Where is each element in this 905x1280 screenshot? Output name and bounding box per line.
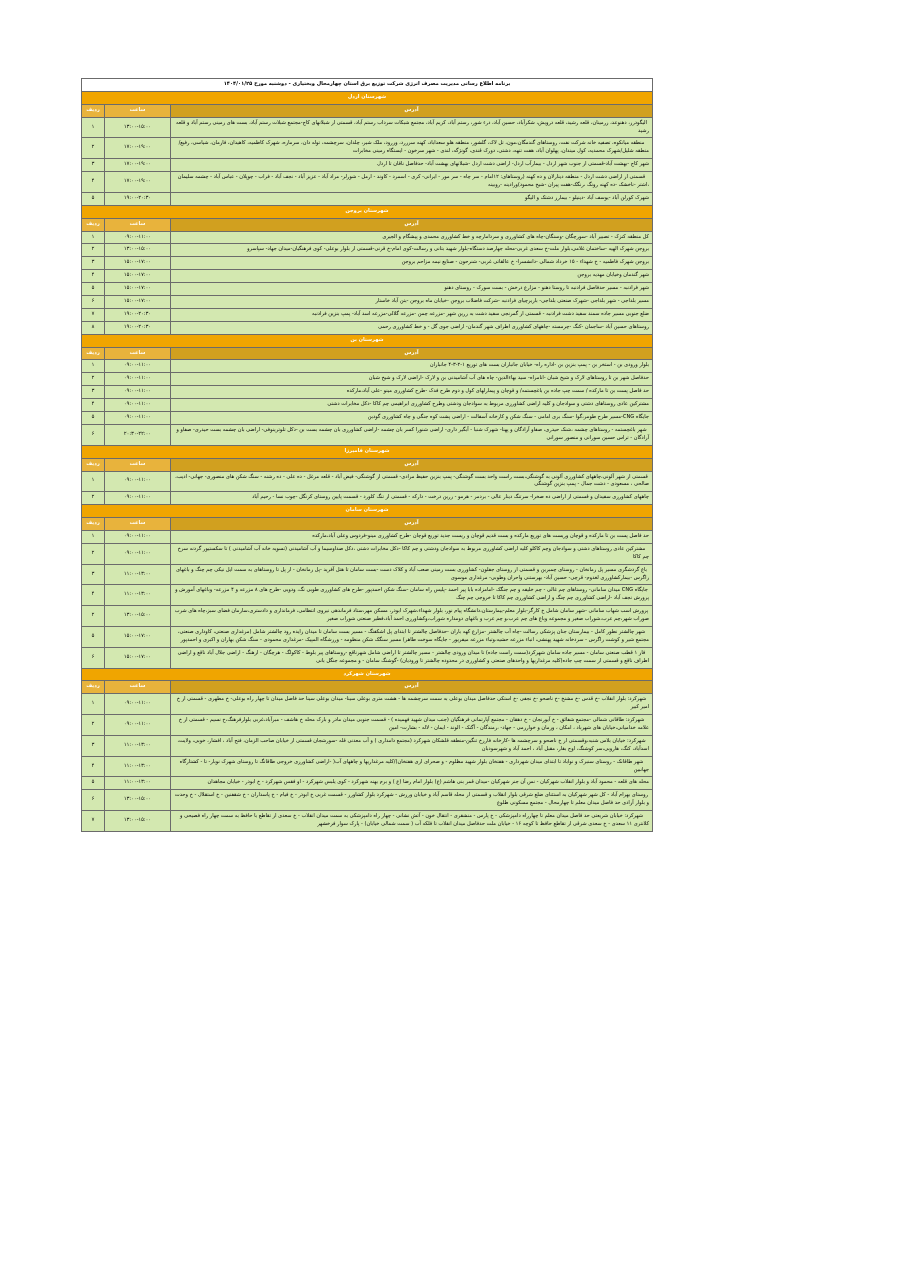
cell-address: پرورش اسب شهاب سامانی -شهر سامان شامل خ کارگر-بلوار معلم-بیمارستان،دانشگاه پیام نور، بلوار شهداء،شهرک ابوذر، مسکن مهر،ستاد فرماندهی نیروی انتظامی، فرمانداری و دادستری،سازمان فضای سبز،چاه های شرب صوراب شهر،چم عرب،شوراب صغیر و مجموعه وباغ های چم عرب،و چم عرب و باغهای دومداره شوراب،وکشاورزی احمد آباد،فطیر صنعتی شوراب صغیر: [171, 606, 653, 627]
cell-time: ۰۹:۰۰-۱۱:۰۰: [105, 471, 171, 492]
table-row: [82, 172, 653, 193]
cell-time: ۱۳:۰۰-۱۵:۰۰: [105, 606, 171, 627]
table-row: [82, 386, 653, 399]
table-body: [82, 79, 653, 92]
table-row: [82, 257, 653, 270]
city-band-row: [82, 445, 653, 458]
cell-row-number: ۶: [82, 424, 105, 445]
cell-row-number: ۲: [82, 606, 105, 627]
cell-time: ۱۹:۰۰-۲۰:۳۰: [105, 321, 171, 334]
cell-time: ۰۹:۰۰-۱۱:۰۰: [105, 715, 171, 736]
column-header-address: آدرس: [171, 104, 653, 117]
table-row: [82, 117, 653, 138]
cell-address: بروجن شهرک فاطمیه - خ شهداء - ۱۵ خرداد شمالی -دانشسرا- خ عالقاتی غربی- شنرحون - صنایع نیمه مزاحم بروجن: [171, 257, 653, 270]
cell-time: ۱۱:۰۰-۱۳:۰۰: [105, 777, 171, 790]
city-band-row: [82, 91, 653, 104]
table-row: [82, 412, 653, 425]
cell-row-number: ۱: [82, 360, 105, 373]
city-name: شهرستان فامیرزا: [82, 445, 653, 458]
table-row: [82, 360, 653, 373]
cell-time: ۱۱:۰۰-۱۳:۰۰: [105, 585, 171, 606]
cell-address: کل منطقه کنزک - تصبیر آباد -سورچگان -وسنگان-چاه های کشاورزی و سردامارچه و خط کشاورزی محمدی و پیشگام و الجیری: [171, 231, 653, 244]
cell-address: الیگودرز، دهنوعد، زرمینان، قلعه رشید، قلعه درویش، شکرآباد، حسین آباد، درء شور، رستم آباد، کریم آباد، مجتمع شبکات سرداب رستم آباد، قسمتی از شبلانهای کاج-مجتمع شبلات رستم آباد، بست های زمینی رستم آباد و قلعه رشید: [171, 117, 653, 138]
table-row: [82, 564, 653, 585]
table-row: [82, 626, 653, 647]
cell-time: ۰۹:۰۰-۱۱:۰۰: [105, 386, 171, 399]
document-title-row: [82, 79, 653, 92]
city-name: شهرستان شهرکرد: [82, 668, 653, 681]
cell-address: شهرکرد: بلوار انقلاب -خ قدس -خ مشنخ -خ ناصحو -خ نجفی -خ استکی حدفاصل میدان بوعلی به سمت سرچشمه ها - هشت متری بوعلی سینا- میدان بوعلی سینا حد فاصل میدان تا چهار راه بوعلی- خ مطهری - قسمتی از خ امیر کبیر: [171, 694, 653, 715]
cell-time: ۱۵:۰۰-۱۷:۰۰: [105, 626, 171, 647]
cell-address: فاز ۱ قطب صنعتی سامان - مسیر جاده سامان شهرکرد(سمت راست جاده) تا میدان ورودی چالشتر - مسیر چالشتر تا اراضی شامل شهرناقع -روستاهای پیر بلوط - کاکولگ - هرچگان - ازهنگ - اراضی جلال آباد ناقع و اراضی اطراف ناقع و قسمتی از سمت چپ جاده(کلیه مرغداریها و واحدهای صنعتی و کشاورزی در محدوده چالشتر تا ورودیان) -گوشنگ سامان - و مجموعه جنگل بانی: [171, 647, 653, 668]
table-row: [82, 811, 653, 832]
cell-time: ۰۹:۰۰-۱۱:۰۰: [105, 399, 171, 412]
table-row: [82, 270, 653, 283]
column-header-row: [82, 104, 653, 117]
cell-row-number: ۴: [82, 756, 105, 777]
table-row: [82, 283, 653, 296]
cell-row-number: ۵: [82, 412, 105, 425]
cell-address: شهرکرد: خیابان بلاس شنبه،وقسمتی از خ ناصحو و سرچشمه ها -کارخانه فارزخ تنگین-منطقه قلشکان شهرکرد (مجتمع دامداری ) و آب معدنی قله -سورشجان قسمتی از خیابان صاحب الزمان، فتح آباد ، افشار، خوبی، ولایت، اسدآباد، کنگ، هاروبی،سر کوشنگ، اوج بقار، مقبل آباد ، احمد آباد و شهرسودبان: [171, 735, 653, 756]
column-header-row: [82, 218, 653, 231]
table-row: [82, 647, 653, 668]
cell-address: باغ گردشگری مسیر پل زمانخان - روستای چمبرین و قسمتی از روستای جفلون- کشاورزی بست زمینی صعب آباد و کلاک دست -بست سامان تا هتل آفرید -پل زمانخان - از پل تا روستاهای به سمت ایل نیکی چم چنگ و باغهای زاگرس -بیمارکشاورزی لغدوم- قرچی- حسین آباد- بهرستنی واحران وطوبی- مرغداری موسوی: [171, 564, 653, 585]
cell-time: ۱۳:۰۰-۱۵:۰۰: [105, 244, 171, 257]
cell-time: ۰۹:۰۰-۱۱:۰۰: [105, 412, 171, 425]
cell-row-number: ۴: [82, 585, 105, 606]
city-name: شهرستان اردل: [82, 91, 653, 104]
cell-time: ۱۳:۰۰-۱۵:۰۰: [105, 811, 171, 832]
sections-body: [82, 91, 653, 831]
cell-time: ۱۱:۰۰-۱۳:۰۰: [105, 756, 171, 777]
cell-address: جایگاه CNG-مسیر طرح طومر،گوا -سنگ بری امامی - سنگ شکن و کارخانه آسفالت - اراضی پشت کوه جنگی و چاه کشاورزی گودبن: [171, 412, 653, 425]
table-row: [82, 424, 653, 445]
cell-row-number: ۳: [82, 257, 105, 270]
cell-row-number: ۵: [82, 777, 105, 790]
cell-row-number: ۴: [82, 399, 105, 412]
column-header-time: ساعت: [105, 104, 171, 117]
cell-time: ۰۹:۰۰-۱۱:۰۰: [105, 694, 171, 715]
cell-time: ۰۹:۰۰-۱۱:۰۰: [105, 231, 171, 244]
cell-time: ۱۱:۰۰-۱۳:۰۰: [105, 735, 171, 756]
cell-address: روستاهای حسین آباد -ساجمان -کنگ -چرمسته -چاههای کشاورزی اطراف شهر گندمان- اراضی جوی گل - و خط کشاورزی رحمی: [171, 321, 653, 334]
column-header-address: آدرس: [171, 681, 653, 694]
table-row: [82, 606, 653, 627]
table-row: [82, 192, 653, 205]
city-band-row: [82, 505, 653, 518]
cell-address: منطقه میانکوه، تصفیه خانه شرکت نفت، روستاهای گندمگان،مون، تل لاک، گلشور، منطقه هلو سعداباد، کهنه سرزرد، وزرود، ملک شیر، چلدان، سرچشمه، توله دان، سرمازه، شهرک کاظمیه، کاهیدان، فازمان، شیاسی، رفیع/منطقه شلیل/شهرک محمدیه، کول میندان، پهلوان آباد، هفت تنهه، دشتی، دورک قندی، گونژگه، لندی - شهر سرخون - ایستگاه زمینی مخابرات: [171, 138, 653, 159]
column-header-row-number: ردیف: [82, 347, 105, 360]
cell-row-number: ۲: [82, 492, 105, 505]
column-header-row-number: ردیف: [82, 218, 105, 231]
column-header-address: آدرس: [171, 458, 653, 471]
table-row: [82, 585, 653, 606]
cell-address: شهر کاج -بهشت آباد-قسمتی از جنوب شهر اردل - بیمارآب اردل- اراضی دشت اردل -شبلانهای بهشت آباد- حدفاصل ناقان تا اردل: [171, 159, 653, 172]
cell-address: شهر چالشتر نطور کامل - بیمارستان جنان پزشکی رسالت -چاه آب چالشتر -مزارع کهه باران -حدفاصل چالشتر تا ابتدای پل اشکفتگ - مسیر بست سامان تا میدان زایده رود چالشتر شامل (مرغداری صنعتی، کاوداری صنعتی، مجتمع شیر و کوشت زاگرس - سردخانه شهید پهنشی، انباء مزرعه حشیه،وتباء مزرعه میفریور - جایگاه سوخت طاهر) مسیر سنگک شکن منظومه - ورزشگاه المپیک -مرغداری محمودی - سنگ شکن بهاران و اکبری و احمدپور: [171, 626, 653, 647]
cell-time: ۱۵:۰۰-۱۷:۰۰: [105, 647, 171, 668]
cell-row-number: ۵: [82, 192, 105, 205]
column-header-address: آدرس: [171, 347, 653, 360]
column-header-row-number: ردیف: [82, 518, 105, 531]
cell-row-number: ۸: [82, 321, 105, 334]
column-header-time: ساعت: [105, 458, 171, 471]
column-header-time: ساعت: [105, 218, 171, 231]
cell-time: ۱۳:۰۰-۱۵:۰۰: [105, 117, 171, 138]
cell-row-number: ۷: [82, 811, 105, 832]
cell-row-number: ۳: [82, 159, 105, 172]
city-name: شهرستان سامان: [82, 505, 653, 518]
cell-address: مشترکین عادی روستاهای دشتی و سوادجان وچم کاکلو کلیه اراضی کشاورزی مربوط به سوادجان ودشتی و چم کاکا -دکل مخابرات دشتی ،دکل صداوسیما و آب آشامیدنی (تسویه خانه آب آشامیدنی ) تا سکستیور گردنه سرخ چم کاکا: [171, 543, 653, 564]
column-header-row-number: ردیف: [82, 458, 105, 471]
table-row: [82, 715, 653, 736]
cell-row-number: ۳: [82, 386, 105, 399]
cell-time: ۱۵:۰۰-۱۷:۰۰: [105, 270, 171, 283]
cell-time: ۰۹:۰۰-۱۱:۰۰: [105, 360, 171, 373]
cell-address: بلوار ورودی بن - استخر بن - پمپ بنزین بن -اداره راه- خیابان جانبازان بست های توزیع ۱-۲-۳-۴ جانبازان: [171, 360, 653, 373]
column-header-address: آدرس: [171, 518, 653, 531]
cell-address: حدفاصل شهر بن تا روستاهای لارک و شیخ شبان -انامراه- سید بهاءالدین- چاه های آب آشامیدنی بن و لارک -اراضی لارک و شیخ شبان: [171, 373, 653, 386]
cell-row-number: ۷: [82, 308, 105, 321]
cell-time: ۱۷:۰۰-۱۹:۰۰: [105, 172, 171, 193]
cell-row-number: ۱: [82, 117, 105, 138]
outage-schedule-sheet: [82, 78, 653, 832]
cell-address: ضلع جنوبی مسیر جاده سمند سفید دشت فرادنبه - قسمتی از گمرنجی سفید دشت به زرین شهر -مزرعه چمن -مزرعه گلالی-مزرعه اسد آباد- پمپ بنزین فرادنبه: [171, 308, 653, 321]
column-header-time: ساعت: [105, 681, 171, 694]
cell-time: ۰۹:۰۰-۱۱:۰۰: [105, 543, 171, 564]
table-row: [82, 530, 653, 543]
cell-time: ۱۳:۰۰-۱۵:۰۰: [105, 790, 171, 811]
table-row: [82, 471, 653, 492]
city-band-row: [82, 205, 653, 218]
cell-time: ۱۷:۰۰-۱۹:۰۰: [105, 159, 171, 172]
city-band-row: [82, 334, 653, 347]
column-header-row: [82, 347, 653, 360]
column-header-row: [82, 518, 653, 531]
outage-schedule-table: [81, 78, 653, 832]
cell-time: ۰۹:۰۰-۱۱:۰۰: [105, 530, 171, 543]
cell-row-number: ۱: [82, 231, 105, 244]
table-row: [82, 321, 653, 334]
cell-address: شهرک کورلن آباد -یوسف آباد -دینیلو - بیمارز دشتک و الیگو: [171, 192, 653, 205]
column-header-row: [82, 681, 653, 694]
cell-row-number: ۲: [82, 543, 105, 564]
document-title: برنامه اطلاع رسانی مدیریت مصرف انرژی شرکت توزیع برق استان چهارمحال وبختیاری - دوشنبه مورخ ۱۴۰۴/۰۱/۲۵: [82, 79, 653, 92]
cell-row-number: ۲: [82, 138, 105, 159]
column-header-row-number: ردیف: [82, 681, 105, 694]
cell-time: ۲۰:۳۰-۲۲:۰۰: [105, 424, 171, 445]
cell-time: ۱۵:۰۰-۱۷:۰۰: [105, 283, 171, 296]
cell-time: ۱۹:۰۰-۲۰:۳۰: [105, 192, 171, 205]
cell-address: مشترکین عادی روستاهای دشتی و سوادجان و کلیه اراضی کشاورزی مربوط به سوادجان ودشتی وطرح کشاورزی ابراهیمی چم کاکا -دکل مخابرات دشتی: [171, 399, 653, 412]
cell-row-number: ۶: [82, 647, 105, 668]
cell-row-number: ۶: [82, 296, 105, 309]
column-header-address: آدرس: [171, 218, 653, 231]
cell-address: قسمتی از اراضی دشت اردل - منطقه دینارلان و ده کهنه (روستاهای: ۱۲امام - سر چاه - سر مور - ایرانی- کری - اسمرد - کاوند - ارمل - شورلر- مراد آباد - عزیز آباد - نجف آباد - فراب - چوپلان - عباس آباد - چشمه سلیمان ،اشتر -ناخشک -ده کهنه رونگ ،رنگک-هفت پیران -شیخ محمود)ورادینه -روبینه: [171, 172, 653, 193]
cell-row-number: ۲: [82, 244, 105, 257]
table-row: [82, 735, 653, 756]
cell-row-number: ۳: [82, 564, 105, 585]
cell-row-number: ۵: [82, 283, 105, 296]
table-row: [82, 399, 653, 412]
table-row: [82, 308, 653, 321]
cell-address: شهر طاقانک - روستای سنبرک و نواباد تا ابتدای میدان شهرداری - هفتخان بلوار شهید مظلوم - و صحرای ازی هفتخان)/کلیه مرغداریها و چاههای آب( -اراضی کشاورزی خروجی طاقانگ تا روستای شهرک نوبار- تا - کشتارگاه جهانبین: [171, 756, 653, 777]
cell-row-number: ۱: [82, 694, 105, 715]
table-row: [82, 694, 653, 715]
table-row: [82, 543, 653, 564]
cell-time: ۱۵:۰۰-۱۷:۰۰: [105, 296, 171, 309]
table-row: [82, 777, 653, 790]
cell-address: روستای بهرام آباد - کل شهر شهرکیان به استثنای ضلع شرقی بلوار انقلاب و قسمتی از محله قاسم آباد و خیابان ورزش - شهرکرد بلوار کشاورز - قسمت غربی خ ابوذر - خ فیام - خ پاسداران - خ شقفنین - خ استقلال - خ وحدت و بلوار آزادی حد فاصل میدان معلم تا چهارمحال - مجتمع مسکونی طلوع: [171, 790, 653, 811]
table-row: [82, 159, 653, 172]
cell-address: بروجن شهرک الهیه -ساختمان غلامی،بلوار ملت-خ سعدی غربی-محله جهارصد دستگاه-بلوار شهید بتانی و رسالت-کوی امام-خ قرنی-قسمتی از بلوار بوعلی- کوی فرهنگیان-میدان جهاد- سپاسرو: [171, 244, 653, 257]
cell-time: ۰۹:۰۰-۱۱:۰۰: [105, 373, 171, 386]
cell-time: ۰۹:۰۰-۱۱:۰۰: [105, 492, 171, 505]
cell-row-number: ۲: [82, 373, 105, 386]
cell-address: حد فاصل پست بن تا مارکده و قوچان وریست های توزیع مارکده و بست قدیم قوچان و ریست جدید توزیع قوچان -طرح کشاورزی مینو-فردوس وعلی آباد،مارکده: [171, 530, 653, 543]
cell-address: شهرکرد: طاقانی شمالی -مجتمع شفائق - خ آیورنجان - خ دهقان - مجتمع آپارتمانی فرهنگیان (جنب میدان شهید فهمیده ) - قسمت جنوبی میدان مادر و بازک محله خ هاشف - مبرآباد،غربی بلوارفرهنگ،خ نسیم - قسمتی از خ علامه خدامیانی،خیابان های شهرباد ، امکان ، وزمان و خوارزمی - جهاد- ،زمندگان - آگنک - الوند - ایمان - لاله - بشارت- امین: [171, 715, 653, 736]
table-row: [82, 790, 653, 811]
city-band-row: [82, 668, 653, 681]
cell-row-number: ۵: [82, 626, 105, 647]
cell-row-number: ۶: [82, 790, 105, 811]
table-row: [82, 231, 653, 244]
cell-time: ۱۱:۰۰-۱۳:۰۰: [105, 564, 171, 585]
cell-address: حد فاصل پست بن تا مارکده / سمت چپ جاده بن باغچستمه/ و قوچان و پیمارلهای کول و دوم طرح فدک -طرح کشاورزی مینو -علی آباد،مارکده: [171, 386, 653, 399]
cell-time: ۱۷:۰۰-۱۹:۰۰: [105, 138, 171, 159]
cell-row-number: ۴: [82, 172, 105, 193]
city-name: شهرستان بن: [82, 334, 653, 347]
table-row: [82, 756, 653, 777]
cell-address: شهر باغچستمه - روستاهای چشمه ،شنک حیدری، صفاو آزادگان و پهنا- شهرک شنبا - آبگیر داری- اراضی شنورا کسر بان چشمه -اراضی کشاورزی بان چشمه بست بن -دکل تلوترینوفی- اراضی بان چشمه بست حیدری- صفاو و آزادگان - تراس حسین سورانی و منصور سورانی: [171, 424, 653, 445]
column-header-row-number: ردیف: [82, 104, 105, 117]
cell-row-number: ۲: [82, 715, 105, 736]
cell-address: محله های قلعه - محمود آباد و بلوار انقلاب شهرکیان - نس آن جنر شهرکیان -میدان قمر بنی هاشم (ع) بلوار امام رضا (ع ) و برم بهنه شهرکرد - کوی یلبس شهرکرد - او فقس شهرکرد - خ ابوذر - خیابان مجاهدان: [171, 777, 653, 790]
city-name: شهرستان بروجن: [82, 205, 653, 218]
column-header-time: ساعت: [105, 518, 171, 531]
column-header-time: ساعت: [105, 347, 171, 360]
cell-row-number: ۱: [82, 530, 105, 543]
cell-row-number: ۱: [82, 471, 105, 492]
table-row: [82, 492, 653, 505]
cell-address: قسمتی از شهر آلونی،چاههای کشاورزی آلونی به گوشنگی،بست راست واحد بست گوشنگی- پمپ بنزین حفیظ مرادی- قسمتی از گوشنگی- فیض آباد - قلعه مرغل - ده علی - ده رشنه - سنگ شکن های منصوری- جهانی- ادیب، صالحی ، مسعودی - دشت جمال - پمپ بنزین گوشنگی: [171, 471, 653, 492]
cell-row-number: ۳: [82, 735, 105, 756]
cell-address: شهرکرد: خیابان شریعتی حد فاصل میدان معلم تا چهارراه دامپزشکی - خ پارس - منشقری - انتقال خون - آتش نشانی - چهار راه دامپزشکی به سمت میدان انقلاب - خ سعدی از تقاطع با حافظ به سمت چهار راه فصیحی و کلانتری ۱۱ سعدی - خ سعدی شرقی از تقاطع حافظ تا کوچه ۱۶ - خیابان ملت حدفاصل میدان انقلاب تا فلکه آب ( سمت شمالی خیابان) - پارک سوار فرخشهر: [171, 811, 653, 832]
cell-row-number: ۴: [82, 270, 105, 283]
table-row: [82, 244, 653, 257]
cell-time: ۱۹:۰۰-۲۰:۳۰: [105, 308, 171, 321]
table-row: [82, 138, 653, 159]
table-row: [82, 296, 653, 309]
table-row: [82, 373, 653, 386]
column-header-row: [82, 458, 653, 471]
cell-address: چاههای کشاورزی سفیدان و قسمتی از اراضی ده صخرا- سرتنگ دینار عالی - بردمر - هرمو - زرین درخت - دارکه - قسمتی از تنگ کلورد - قسمت پایین روستای کرنگل -چوب نسا - رحیم آباد: [171, 492, 653, 505]
cell-address: شهر گندمان وخیابان مهدیه بروجن: [171, 270, 653, 283]
cell-address: جایگاه CNG میدان سامانی- روستاهای چم غالی - چم خلیفه و چم جنگک -امامزاده بابا پیر احمد -پلیس راه سامان -سنگ شکن احمدپور -طرح های کشاورزی طوبی نگ، ودویی -طرح های ۸ مزرعه و ۴ مزرعه- وباغهای آموزش و پرورش نجف آباد -اراضی کشاورزی چم چنگ و اراضی کشاورزی چم کاکا تا خروجی چم چنگ: [171, 585, 653, 606]
cell-address: شهر فرادنبه - مسیر حدفاصل فرادنبه تا روستا دهنو - مزارع درخش - بست سورک - روستای دهنو: [171, 283, 653, 296]
cell-address: مسیر بلداجی - شهر بلداجی -شهرک صنعتی بلداجی- بازیرچیای فرادنبه -شرکت فاضلاب بروجن -خیابان ماه بروجن -بتن آباد خاستار: [171, 296, 653, 309]
cell-time: ۱۵:۰۰-۱۷:۰۰: [105, 257, 171, 270]
